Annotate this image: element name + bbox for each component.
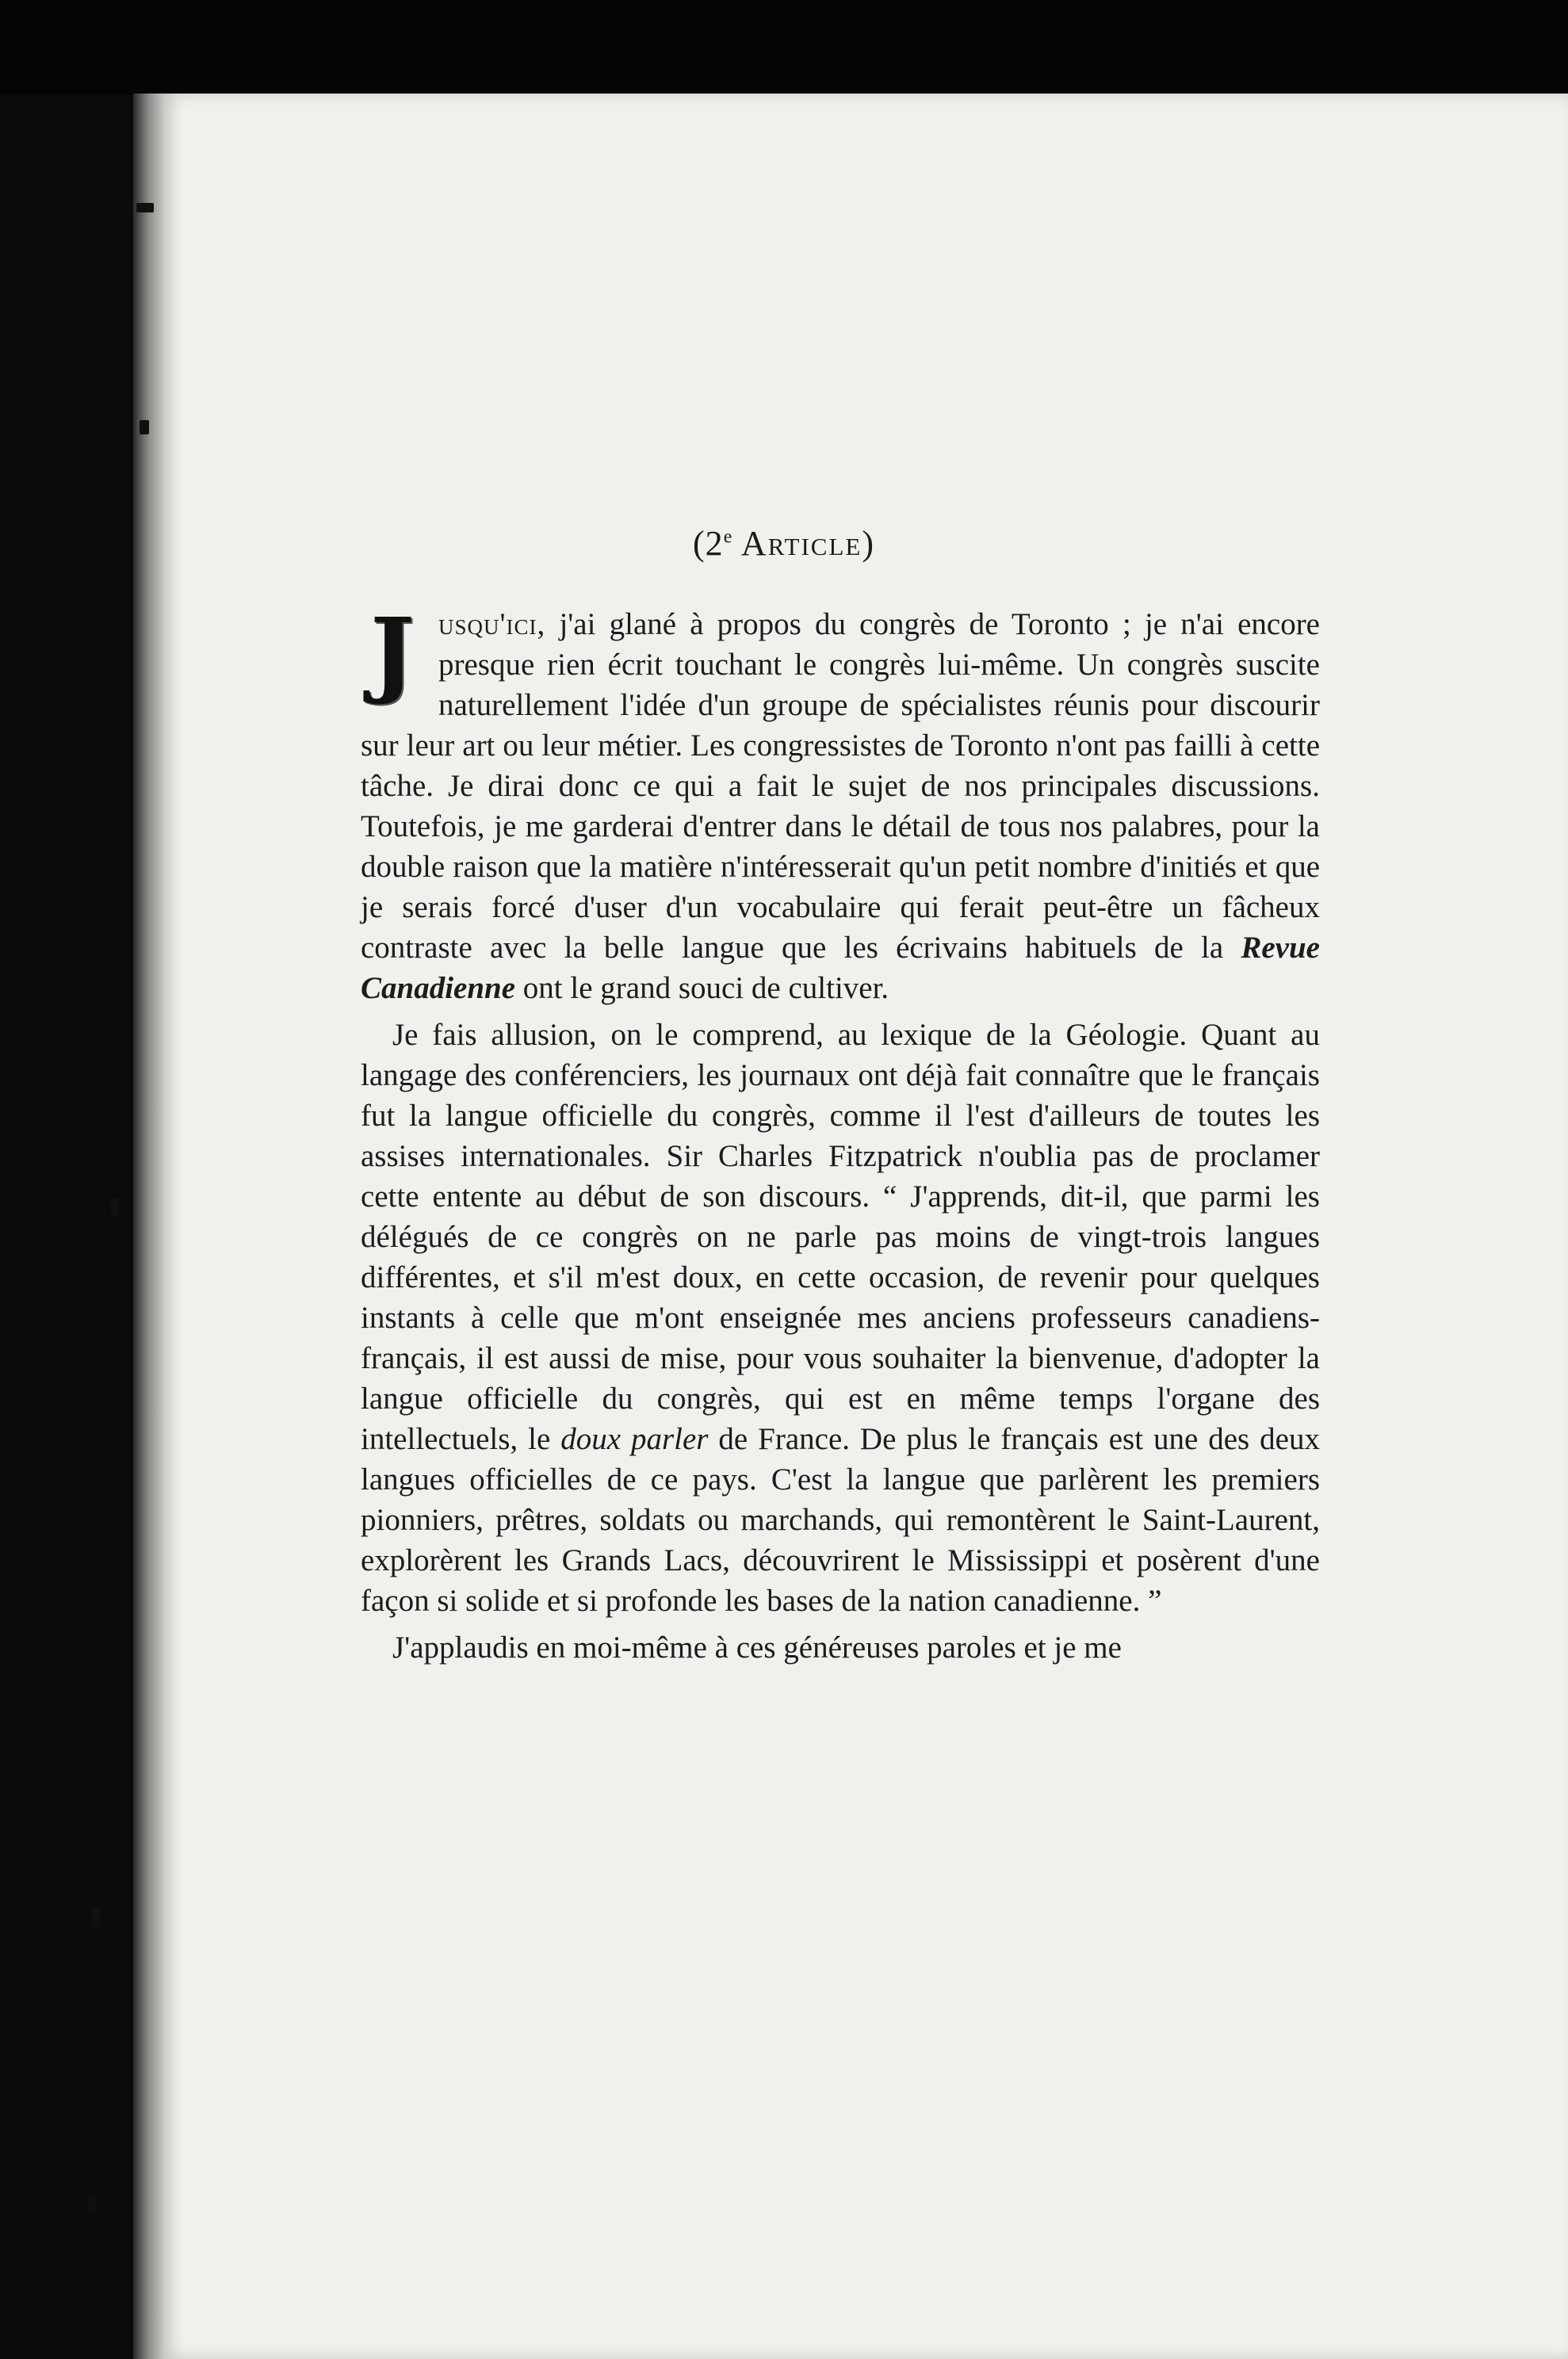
heading-superscript: e <box>723 526 733 548</box>
article-body <box>361 597 1320 1668</box>
scan-mark <box>136 203 154 212</box>
scan-mark <box>89 2196 97 2212</box>
heading-ordinal: (2 <box>693 524 724 563</box>
drop-cap-frame <box>356 597 429 707</box>
paragraph-3-text: J'applaudis en moi-même à ces généreuses paroles et je me <box>392 1631 1122 1665</box>
scan-mark <box>111 1199 119 1216</box>
paragraph-2-end: de France. De plus le français est une des deux langues officielles de ce pays. C'est la langue que parlèrent les premiers pionniers, prêtres, soldats ou marchands, qui remontèrent le Saint-Laurent, explorèrent les Grands Lacs, découvrirent le Mississippi et posèrent d'une façon si solide et si profonde les bases de la nation canadienne. ” <box>361 1422 1320 1618</box>
scan-mark <box>92 1907 100 1928</box>
lead-word: usqu'ici, <box>438 607 546 641</box>
article-heading <box>0 523 1568 564</box>
paragraph-1 <box>361 597 1320 1008</box>
paragraph-1-text: j'ai glané à propos du congrès de Toronto ; je n'ai encore presque rien écrit touchant le congrès lui-même. Un congrès suscite naturellement l'idée d'un groupe de spécialistes réunis pour discourir sur leur art ou leur métier. Les congressistes de Toronto n'ont pas failli à cette tâche. Je dirai donc ce qui a fait le sujet de nos principales discussions. Toutefois, je me garderai d'entrer dans le détail de tous nos palabres, pour la double raison que la matière n'intéresserait qu'un petit nombre d'initiés et que je serais forcé d'user d'un vocabulaire qui ferait peut-être un fâcheux contraste avec la belle langue que les écrivains habituels de la <box>361 607 1320 965</box>
drop-cap-letter: J <box>370 597 415 707</box>
paragraph-2 <box>361 1015 1320 1621</box>
paragraph-1-end: ont le grand souci de cultiver. <box>515 971 889 1005</box>
paragraph-3 <box>361 1627 1320 1668</box>
heading-word: Article) <box>732 524 875 563</box>
italic-phrase: doux parler <box>560 1422 709 1456</box>
scan-mark <box>140 420 149 434</box>
scan-top-border <box>0 0 1568 95</box>
paragraph-2-text: Je fais allusion, on le comprend, au lexique de la Géologie. Quant au langage des conférenciers, les journaux ont déjà fait connaître que le français fut la langue officielle du congrès, comme il l'est d'ailleurs de toutes les assises internationales. Sir Charles Fitzpatrick n'oublia pas de proclamer cette entente au début de son discours. “ J'apprends, dit-il, que parmi les délégués de ce congrès on ne parle pas moins de vingt-trois langues différentes, et s'il m'est doux, en cette occasion, de revenir pour quelques instants à celle que m'ont enseignée mes anciens professeurs canadiens-français, il est aussi de mise, pour vous souhaiter la bienvenue, d'adopter la langue officielle du congrès, qui est en même temps l'organe des intellectuels, le <box>361 1018 1320 1456</box>
journal-title: Revue Canadienne <box>361 931 1320 1005</box>
